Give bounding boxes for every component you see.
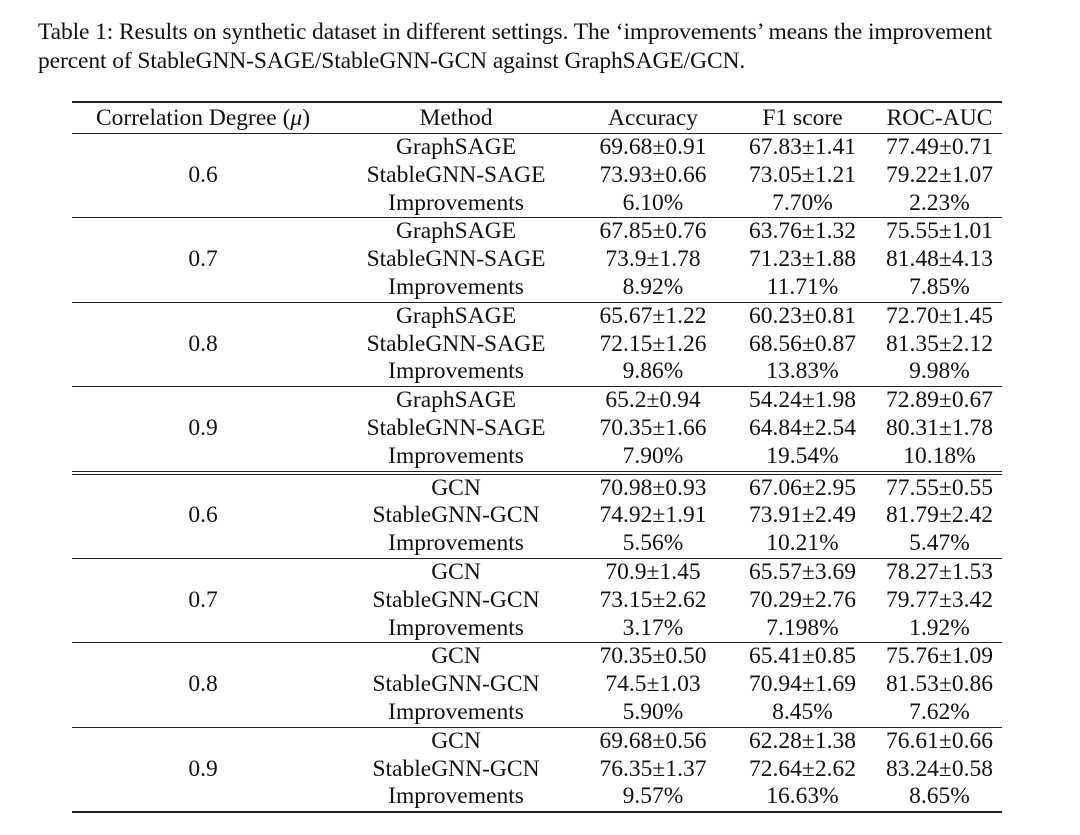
roc-auc-cell: 75.55±1.01 [886, 218, 993, 245]
correlation-degree-cell: 0.9 [188, 414, 218, 441]
table-row [72, 387, 1002, 415]
table-row [72, 302, 1002, 330]
caption-line-2: percent of StableGNN-SAGE/StableGNN-GCN against GraphSAGE/GCN. [38, 48, 746, 74]
f1-score-cell: 67.83±1.41 [749, 134, 856, 160]
table-group [72, 473, 1002, 559]
mu-symbol: μ [290, 105, 303, 131]
table-group [72, 134, 1002, 218]
correlation-degree-cell: 0.9 [188, 755, 218, 782]
accuracy-cell: 69.68±0.91 [599, 134, 707, 160]
accuracy-cell: 9.57% [622, 783, 684, 810]
accuracy-cell: 74.5±1.03 [605, 671, 701, 698]
roc-auc-cell: 10.18% [903, 442, 976, 469]
method-cell: GCN [431, 558, 481, 585]
caption-line-1: Table 1: Results on synthetic dataset in different settings. The ‘improvements’ means the improvement [38, 19, 993, 45]
f1-score-cell: 60.23±0.81 [749, 302, 856, 329]
accuracy-cell: 70.98±0.93 [599, 474, 707, 501]
f1-score-cell: 63.76±1.32 [749, 218, 856, 245]
f1-score-cell: 19.54% [766, 442, 839, 469]
table-row [72, 473, 1002, 503]
method-cell: GraphSAGE [395, 134, 517, 160]
table-header [72, 102, 1002, 134]
method-cell: GraphSAGE [395, 387, 517, 414]
roc-auc-cell: 79.22±1.07 [886, 161, 993, 188]
table-group [72, 387, 1002, 473]
roc-auc-cell: 80.31±1.78 [886, 414, 993, 441]
accuracy-cell: 73.9±1.78 [605, 246, 701, 273]
f1-score-cell: 65.57±3.69 [749, 558, 856, 585]
accuracy-cell: 74.92±1.91 [599, 502, 707, 529]
roc-auc-cell: 1.92% [909, 614, 970, 641]
correlation-degree-cell: 0.6 [188, 161, 218, 188]
method-cell: Improvements [388, 530, 524, 557]
accuracy-cell: 5.90% [622, 698, 684, 725]
accuracy-cell: 70.35±1.66 [599, 414, 707, 441]
roc-auc-cell: 75.76±1.09 [886, 643, 993, 670]
f1-score-cell: 70.94±1.69 [749, 671, 856, 698]
f1-score-cell: 70.29±2.76 [749, 586, 856, 613]
f1-score-cell: 73.91±2.49 [749, 502, 856, 529]
roc-auc-cell: 7.85% [909, 273, 970, 300]
method-cell: Improvements [388, 189, 524, 216]
f1-score-cell: 13.83% [766, 358, 839, 385]
f1-score-cell: 72.64±2.62 [749, 755, 856, 782]
header-roc-auc: ROC-AUC [886, 105, 993, 131]
roc-auc-cell: 78.27±1.53 [886, 558, 993, 585]
roc-auc-cell: 72.70±1.45 [886, 302, 993, 329]
roc-auc-cell: 81.35±2.12 [886, 330, 993, 357]
f1-score-cell: 67.06±2.95 [749, 474, 856, 501]
header-f1-score: F1 score [762, 105, 843, 131]
method-cell: StableGNN-SAGE [366, 414, 546, 441]
roc-auc-cell: 81.53±0.86 [886, 671, 993, 698]
method-cell: StableGNN-SAGE [366, 161, 546, 188]
f1-score-cell: 16.63% [766, 783, 839, 810]
accuracy-cell: 6.10% [622, 189, 684, 216]
accuracy-cell: 5.56% [622, 530, 684, 557]
roc-auc-cell: 83.24±0.58 [886, 755, 993, 782]
table-group [72, 643, 1002, 727]
table-row [72, 558, 1002, 586]
f1-score-cell: 8.45% [772, 698, 833, 725]
correlation-degree-cell: 0.8 [188, 330, 218, 357]
f1-score-cell: 68.56±0.87 [749, 330, 856, 357]
correlation-degree-cell: 0.7 [188, 246, 218, 273]
roc-auc-cell: 76.61±0.66 [886, 727, 993, 754]
table-group [72, 727, 1002, 812]
accuracy-cell: 73.93±0.66 [599, 161, 707, 188]
f1-score-cell: 7.70% [772, 189, 833, 216]
method-cell: GraphSAGE [395, 218, 517, 245]
accuracy-cell: 3.17% [622, 614, 684, 641]
roc-auc-cell: 2.23% [909, 189, 970, 216]
accuracy-cell: 9.86% [622, 358, 684, 385]
correlation-degree-cell: 0.7 [188, 586, 218, 613]
header-accuracy: Accuracy [607, 105, 699, 131]
f1-score-cell: 64.84±2.54 [749, 414, 856, 441]
roc-auc-cell: 5.47% [909, 530, 970, 557]
method-cell: GraphSAGE [395, 302, 517, 329]
method-cell: Improvements [388, 442, 524, 469]
table-group [72, 558, 1002, 642]
header-method: Method [419, 105, 493, 131]
method-cell: GCN [431, 474, 481, 501]
correlation-degree-cell: 0.6 [188, 502, 218, 529]
f1-score-cell: 62.28±1.38 [749, 727, 856, 754]
method-cell: GCN [431, 727, 481, 754]
accuracy-cell: 76.35±1.37 [599, 755, 707, 782]
method-cell: GCN [431, 643, 481, 670]
accuracy-cell: 73.15±2.62 [599, 586, 707, 613]
header-row [72, 102, 1002, 134]
roc-auc-cell: 77.55±0.55 [886, 474, 993, 501]
accuracy-cell: 8.92% [622, 273, 684, 300]
f1-score-cell: 73.05±1.21 [749, 161, 856, 188]
f1-score-cell: 71.23±1.88 [749, 246, 856, 273]
f1-score-cell: 10.21% [766, 530, 839, 557]
accuracy-cell: 70.35±0.50 [599, 643, 707, 670]
roc-auc-cell: 7.62% [909, 698, 970, 725]
accuracy-cell: 65.2±0.94 [605, 387, 701, 414]
roc-auc-cell: 81.79±2.42 [886, 502, 993, 529]
method-cell: Improvements [388, 273, 524, 300]
method-cell: StableGNN-SAGE [366, 330, 546, 357]
method-cell: Improvements [388, 614, 524, 641]
accuracy-cell: 65.67±1.22 [599, 302, 707, 329]
header-correlation-degree: Correlation Degree (μ) [95, 105, 311, 131]
correlation-degree-cell: 0.8 [188, 671, 218, 698]
f1-score-cell: 54.24±1.98 [749, 387, 856, 414]
roc-auc-cell: 72.89±0.67 [886, 387, 993, 414]
table-row [72, 643, 1002, 671]
results-table [72, 101, 1002, 813]
roc-auc-cell: 9.98% [909, 358, 970, 385]
accuracy-cell: 72.15±1.26 [599, 330, 707, 357]
accuracy-cell: 67.85±0.76 [599, 218, 707, 245]
table-group [72, 302, 1002, 386]
method-cell: Improvements [388, 698, 524, 725]
method-cell: Improvements [388, 358, 524, 385]
table-caption [38, 18, 1058, 76]
method-cell: StableGNN-GCN [372, 586, 540, 613]
f1-score-cell: 7.198% [766, 614, 839, 641]
f1-score-cell: 11.71% [766, 273, 839, 300]
method-cell: StableGNN-SAGE [366, 246, 546, 273]
table-row [72, 727, 1002, 755]
roc-auc-cell: 81.48±4.13 [886, 246, 993, 273]
f1-score-cell: 65.41±0.85 [749, 643, 856, 670]
method-cell: StableGNN-GCN [372, 671, 540, 698]
method-cell: StableGNN-GCN [372, 502, 540, 529]
accuracy-cell: 69.68±0.56 [599, 727, 707, 754]
method-cell: StableGNN-GCN [372, 755, 540, 782]
table-group [72, 218, 1002, 302]
table-row [72, 134, 1002, 162]
method-cell: Improvements [388, 783, 524, 810]
roc-auc-cell: 8.65% [909, 783, 970, 810]
accuracy-cell: 70.9±1.45 [605, 558, 701, 585]
roc-auc-cell: 79.77±3.42 [886, 586, 993, 613]
accuracy-cell: 7.90% [622, 442, 684, 469]
roc-auc-cell: 77.49±0.71 [886, 134, 993, 160]
table-row [72, 218, 1002, 246]
